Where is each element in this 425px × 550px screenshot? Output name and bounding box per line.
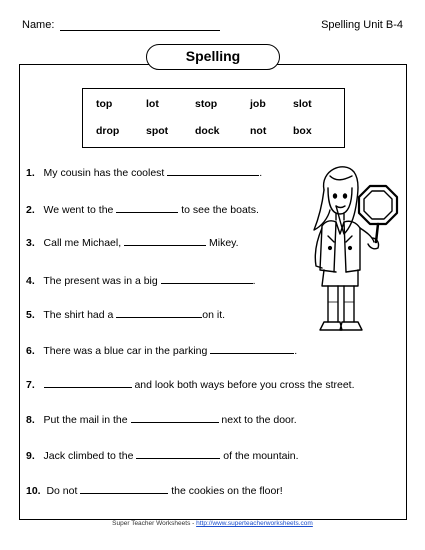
footer-separator: -: [192, 520, 195, 527]
word-bank-word: spot: [146, 125, 169, 137]
sentence-item: [26, 345, 297, 357]
sentence-text: We went to the: [43, 204, 114, 216]
word-bank-word: box: [293, 125, 312, 137]
sentence-text: .: [252, 275, 256, 287]
sentence-number: 4.: [26, 275, 35, 287]
answer-blank[interactable]: [116, 204, 178, 213]
answer-blank[interactable]: [161, 275, 253, 284]
sentence-number: 6.: [26, 345, 35, 357]
answer-blank[interactable]: [116, 309, 202, 318]
word-bank-word: not: [250, 125, 267, 137]
sentence-text: Call me Michael,: [43, 237, 122, 249]
answer-blank[interactable]: [131, 414, 219, 423]
sentence-text: Jack climbed to the: [43, 450, 134, 462]
word-bank-word: slot: [293, 98, 312, 110]
sentence-item: [26, 309, 225, 321]
sentence-item: [26, 275, 256, 287]
footer: [0, 520, 425, 527]
word-bank-word: stop: [195, 98, 218, 110]
sentence-text: My cousin has the coolest: [43, 167, 165, 179]
girl-holding-stop-sign-illustration: [310, 162, 408, 340]
sentence-number: 1.: [26, 167, 35, 179]
sentence-text: the cookies on the floor!: [171, 485, 283, 497]
sentence-text: and look both ways before you cross the street.: [134, 379, 355, 391]
sentence-number: 10.: [26, 485, 41, 497]
sentence-item: [26, 414, 297, 426]
sentence-number: 3.: [26, 237, 35, 249]
sentence-text: The present was in a big: [43, 275, 158, 287]
sentence-item: [26, 485, 283, 497]
sentence-item: [26, 167, 262, 179]
answer-blank[interactable]: [44, 379, 132, 388]
answer-blank[interactable]: [124, 237, 206, 246]
answer-blank[interactable]: [210, 345, 294, 354]
sentence-number: 2.: [26, 204, 35, 216]
sentence-number: 5.: [26, 309, 35, 321]
sentence-text: of the mountain.: [223, 450, 299, 462]
footer-link[interactable]: http://www.superteacherworksheets.com: [196, 520, 313, 527]
sentence-item: [26, 204, 259, 216]
sentence-text: There was a blue car in the parking: [43, 345, 208, 357]
word-bank: [82, 88, 345, 148]
sentence-text: .: [294, 345, 298, 357]
sentence-item: [26, 450, 299, 462]
sentence-number: 8.: [26, 414, 35, 426]
unit-label: Spelling Unit B-4: [321, 19, 403, 31]
footer-brand: Super Teacher Worksheets: [112, 520, 191, 527]
sentence-text: The shirt had a: [43, 309, 114, 321]
sentence-text: .: [259, 167, 263, 179]
word-bank-word: job: [250, 98, 266, 110]
answer-blank[interactable]: [80, 485, 168, 494]
answer-blank[interactable]: [167, 167, 259, 176]
sentence-text: Put the mail in the: [43, 414, 128, 426]
sentence-item: [26, 237, 239, 249]
name-field[interactable]: [60, 30, 220, 31]
name-label: Name:: [22, 19, 55, 31]
sentence-item: [26, 379, 355, 391]
answer-blank[interactable]: [136, 450, 220, 459]
word-bank-word: lot: [146, 98, 159, 110]
word-bank-word: drop: [96, 125, 120, 137]
sentence-number: 7.: [26, 379, 35, 391]
word-bank-word: dock: [195, 125, 220, 137]
sentence-text: next to the door.: [221, 414, 297, 426]
worksheet-title: Spelling: [146, 44, 280, 70]
sentence-number: 9.: [26, 450, 35, 462]
word-bank-word: top: [96, 98, 113, 110]
sentence-text: Do not: [46, 485, 78, 497]
sentence-text: on it.: [202, 309, 226, 321]
sentence-text: to see the boats.: [181, 204, 259, 216]
sentence-text: Mikey.: [208, 237, 239, 249]
